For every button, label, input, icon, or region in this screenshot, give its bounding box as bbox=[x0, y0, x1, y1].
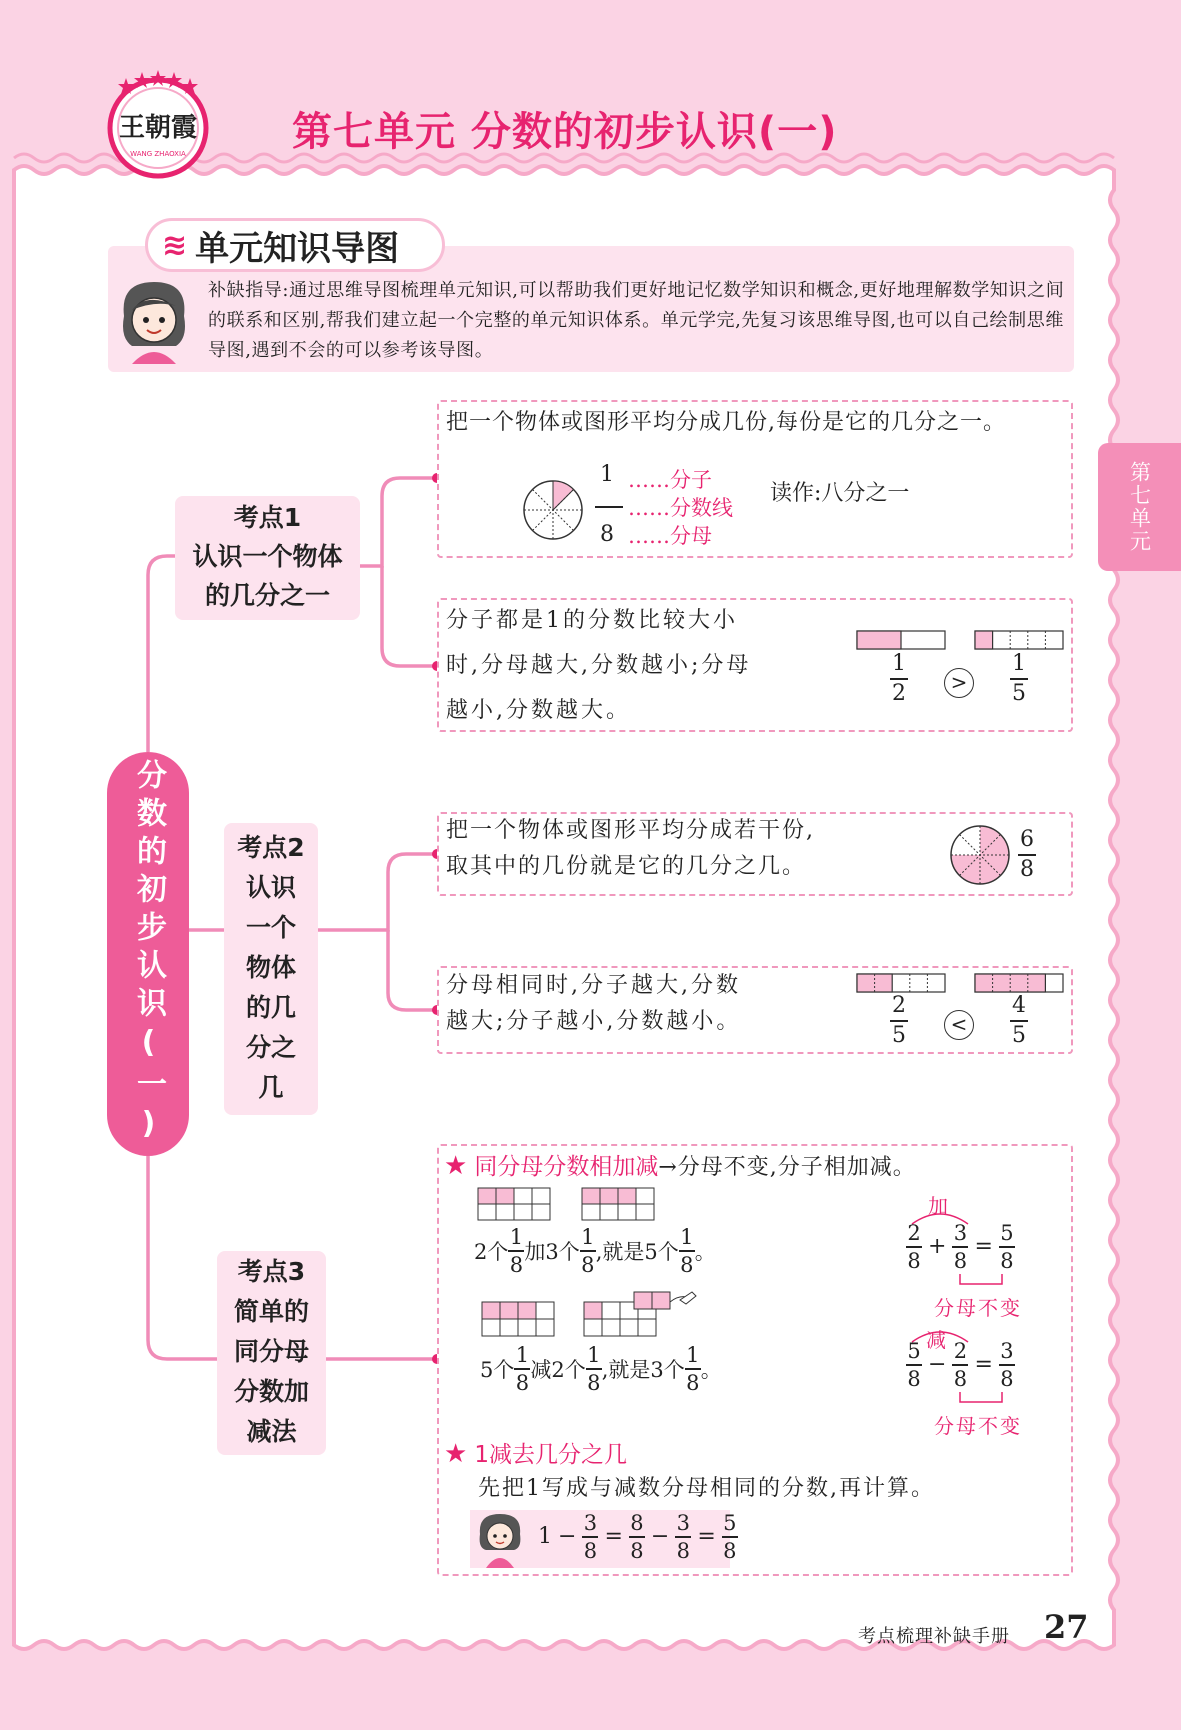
kp3-rule-line: ★ 同分母分数相加减→分母不变,分子相加减。 bbox=[444, 1151, 916, 1181]
one-minus-text: 先把1写成与减数分母相同的分数,再计算。 bbox=[478, 1476, 935, 1501]
sub-keep-denominator: 分母不变 bbox=[934, 1414, 1022, 1438]
guide-text: 补缺指导:通过思维导图梳理单元知识,可以帮助我们更好地记忆数学知识和概念,更好地理解数学知识之间的联系和区别,帮我们建立起一个完整的单元知识体系。单元学完,先复习该思维导图,也可以自己绘制思维导图,遇到不会的可以参考该导图。 bbox=[208, 280, 1065, 361]
kp1-fraction-line bbox=[595, 506, 623, 508]
star-icon: ★ bbox=[444, 1151, 468, 1181]
star-icon: ★ bbox=[444, 1439, 468, 1469]
kp2-right-fraction: 4 5 bbox=[1012, 993, 1026, 1048]
kp2-compare-line1: 分母相同时,分子越大,分数 bbox=[446, 973, 741, 998]
bar-four-fifths-icon bbox=[974, 973, 1064, 993]
wave-icon: ≋ bbox=[162, 227, 188, 263]
kp1-left-fraction: 1 2 bbox=[892, 651, 906, 706]
kp1-compare-line2: 时,分母越大,分数越小;分母 bbox=[446, 653, 752, 678]
kp3-node[interactable]: 考点3 简单的 同分母 分数加 减法 bbox=[217, 1251, 326, 1455]
one-minus-equation: 1 − $\frac{3}{8}$ = $\frac{8}{8}$ − $\frac{3}{8}$ = $\frac{5}{8}$ bbox=[538, 1511, 737, 1563]
kp1-compare-line3: 越小,分数越大。 bbox=[446, 698, 631, 723]
root-topic-node[interactable]: 分数的初步认识(一) bbox=[107, 752, 189, 1156]
bar-one-fifth-icon bbox=[974, 630, 1064, 650]
bar-two-fifths-icon bbox=[856, 973, 946, 993]
page-number: 27 bbox=[1044, 1608, 1089, 1646]
sub-bracket-icon bbox=[956, 1390, 1006, 1406]
kp1-numerator: 1 bbox=[600, 462, 614, 487]
subtraction-equation: $\frac{5}{8}$ − $\frac{2}{8}$ = $\frac{3}{8}$ bbox=[907, 1339, 1014, 1391]
kp1-compare-line1: 分子都是1的分数比较大小 bbox=[446, 608, 738, 633]
girl-small-icon bbox=[474, 1512, 526, 1568]
read-as-text: 读作:八分之一 bbox=[770, 481, 910, 506]
section-heading: ≋ 单元知识导图 bbox=[145, 218, 445, 272]
kp1-node[interactable]: 考点1 认识一个物体 的几分之一 bbox=[175, 496, 360, 620]
fraction-line-label: ……分数线 bbox=[628, 496, 733, 520]
addition-bars-icon bbox=[476, 1186, 656, 1222]
circle-six-eighths-icon bbox=[948, 823, 1012, 887]
add-bracket-icon bbox=[956, 1272, 1006, 1288]
subtraction-sentence: 5个 $\frac{1}{8}$ 减2个 $\frac{1}{8}$ ,就是3个 $\frac{1}{8}$ 。 bbox=[480, 1343, 722, 1395]
kp1-definition-text: 把一个物体或图形平均分成几份,每份是它的几分之一。 bbox=[446, 410, 1006, 435]
svg-text:WANG ZHAOXIA: WANG ZHAOXIA bbox=[130, 150, 186, 158]
subtraction-bars-icon bbox=[480, 1290, 700, 1340]
footer-book-title: 考点梳理补缺手册 bbox=[858, 1626, 1010, 1647]
kp2-left-fraction: 2 5 bbox=[892, 993, 906, 1048]
denominator-label: ……分母 bbox=[628, 524, 712, 548]
unit-side-tab[interactable]: 第七单元 bbox=[1098, 443, 1181, 571]
addition-equation: $\frac{2}{8}$ + $\frac{3}{8}$ = $\frac{5}{8}$ bbox=[907, 1221, 1014, 1273]
kp2-node[interactable]: 考点2 认识 一个 物体 的几 分之 几 bbox=[224, 823, 318, 1115]
add-keep-denominator: 分母不变 bbox=[934, 1296, 1022, 1320]
kp2-compare-line2: 越大;分子越小,分数越小。 bbox=[446, 1009, 742, 1034]
circle-eighths-icon bbox=[521, 478, 585, 542]
kp2-definition-line2: 取其中的几份就是它的几分之几。 bbox=[446, 854, 807, 879]
svg-text:王朝霞: 王朝霞 bbox=[118, 113, 198, 143]
kp1-right-fraction: 1 5 bbox=[1012, 651, 1026, 706]
addition-sentence: 2个 $\frac{1}{8}$ 加3个 $\frac{1}{8}$ ,就是5个 $\frac{1}{8}$ 。 bbox=[474, 1225, 716, 1277]
bar-one-half-icon bbox=[856, 630, 946, 650]
one-minus-title: ★ 1减去几分之几 bbox=[444, 1439, 627, 1469]
kp2-definition-line1: 把一个物体或图形平均分成若干份, bbox=[446, 818, 815, 843]
greater-than-sign: > bbox=[944, 668, 974, 698]
sub-label: 减 bbox=[926, 1328, 946, 1352]
kp1-denominator: 8 bbox=[600, 522, 614, 547]
add-label: 加 bbox=[928, 1194, 948, 1218]
kp2-fraction: 6 8 bbox=[1020, 827, 1034, 882]
page-title: 第七单元 分数的初步认识(一) bbox=[292, 109, 838, 155]
less-than-sign: < bbox=[944, 1010, 974, 1040]
numerator-label: ……分子 bbox=[628, 468, 712, 492]
